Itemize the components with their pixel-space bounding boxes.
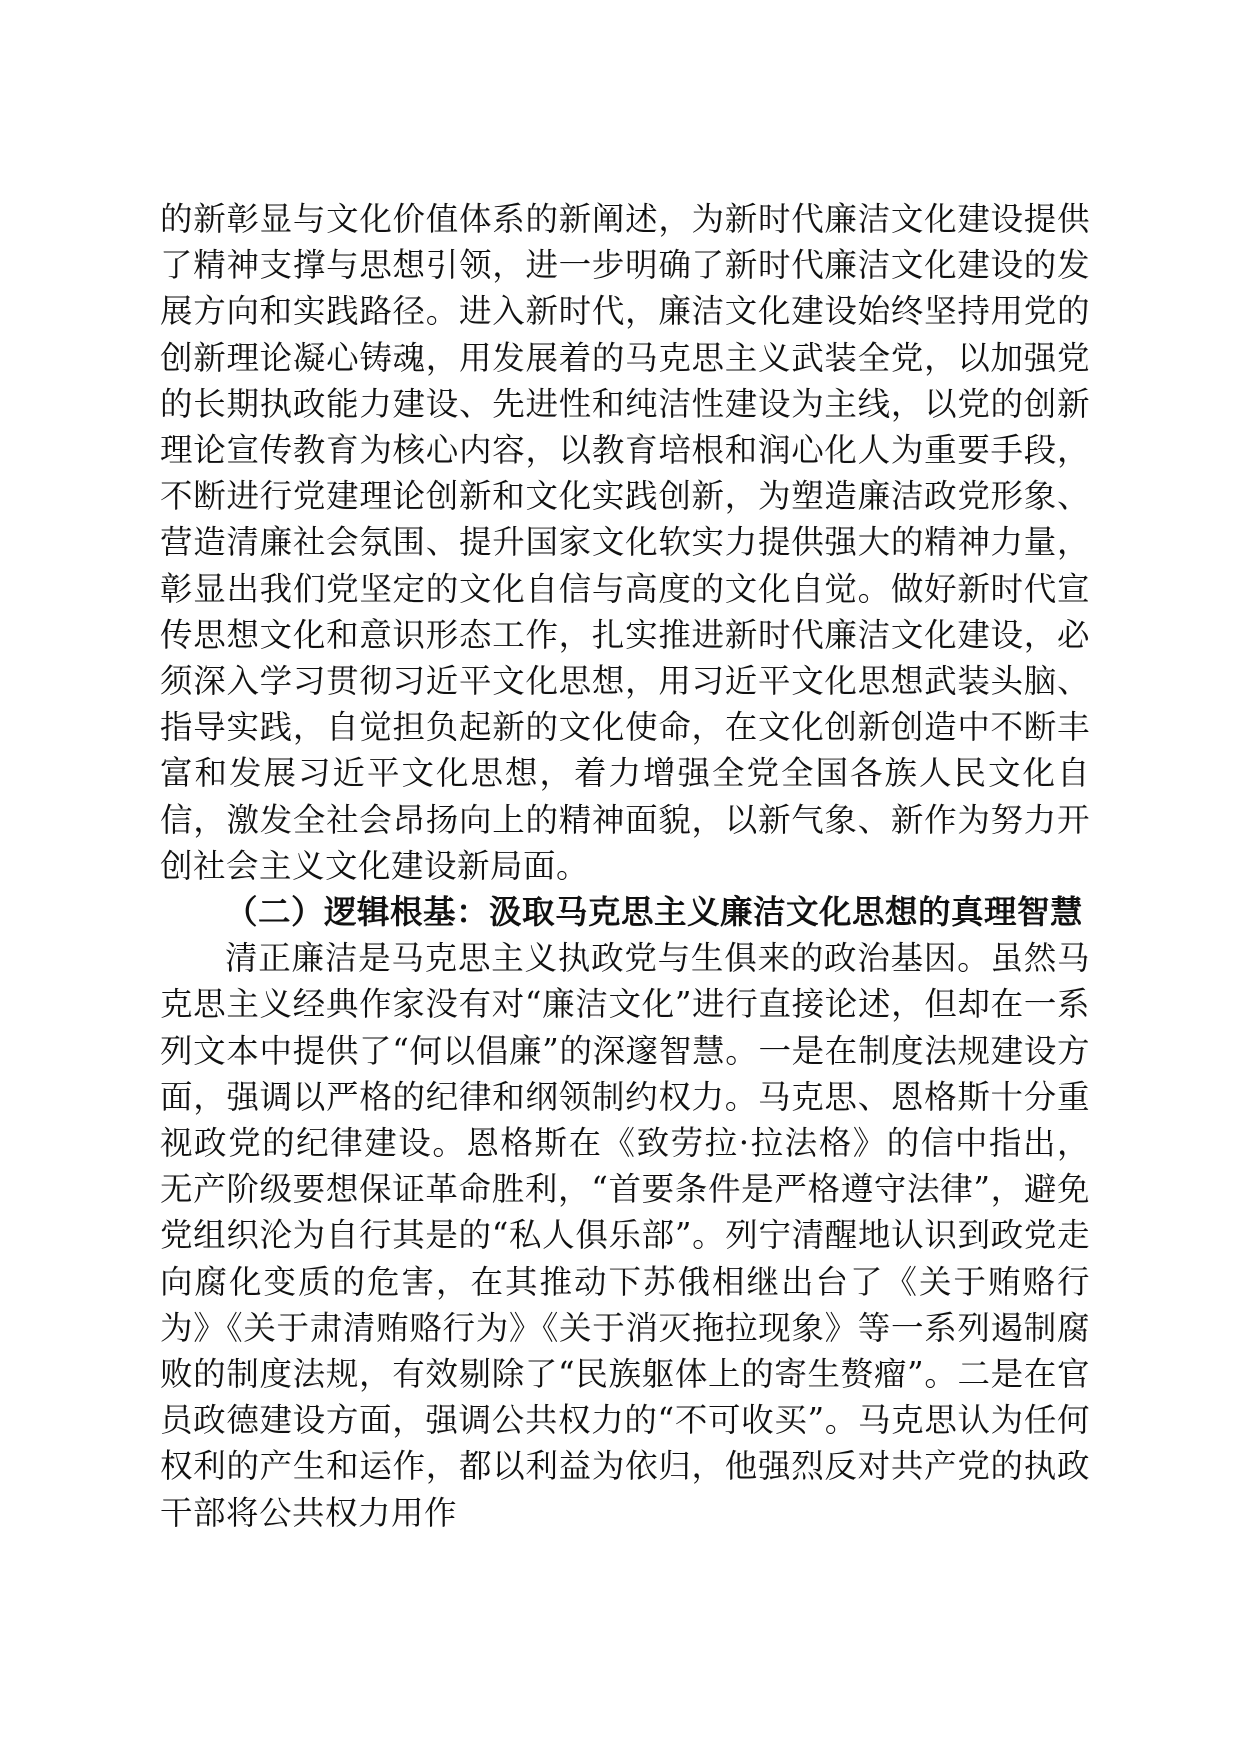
section-heading: （二）逻辑根基：汲取马克思主义廉洁文化思想的真理智慧 <box>225 892 1084 932</box>
paragraph-body: 清正廉洁是马克思主义执政党与生俱来的政治基因。虽然马克思主义经典作家没有对“廉洁文化”进行直接论述，但却在一系列文本中提供了“何以倡廉”的深邃智慧。一是在制度法规建设方面，强调以严格的纪律和纲领制约权力。马克思、恩格斯十分重视政党的纪律建设。恩格斯在《致劳拉·拉法格》的信中指出，无产阶级要想保证革命胜利，“首要条件是严格遵守法律”，避免党组织沦为自行其是的“私人俱乐部”。列宁清醒地认识到政党走向腐化变质的危害，在其推动下苏俄相继出台了《关于贿赂行为》《关于肃清贿赂行为》《关于消灭拖拉现象》等一系列遏制腐败的制度法规，有效剔除了“民族躯体上的寄生赘瘤”。二是在官员政德建设方面，强调公共权力的“不可收买”。马克思认为任何权利的产生和运作，都以利益为依归，他强烈反对共产党的执政干部将公共权力用作 <box>160 939 1090 1532</box>
paragraph-continued: 的新彰显与文化价值体系的新阐述，为新时代廉洁文化建设提供了精神支撑与思想引领，进一步明确了新时代廉洁文化建设的发展方向和实践路径。进入新时代，廉洁文化建设始终坚持用党的创新理论凝心铸魂，用发展着的马克思主义武装全党，以加强党的长期执政能力建设、先进性和纯洁性建设为主线，以党的创新理论宣传教育为核心内容，以教育培根和润心化人为重要手段，不断进行党建理论创新和文化实践创新，为塑造廉洁政党形象、营造清廉社会氛围、提升国家文化软实力提供强大的精神力量，彰显出我们党坚定的文化自信与高度的文化自觉。做好新时代宣传思想文化和意识形态工作，扎实推进新时代廉洁文化建设，必须深入学习贯彻习近平文化思想，用习近平文化思想武装头脑、指导实践，自觉担负起新的文化使命，在文化创新创造中不断丰富和发展习近平文化思想，着力增强全党全国各族人民文化自信，激发全社会昂扬向上的精神面貌，以新气象、新作为努力开创社会主义文化建设新局面。 <box>160 200 1090 885</box>
document-page <box>160 196 1090 1536</box>
